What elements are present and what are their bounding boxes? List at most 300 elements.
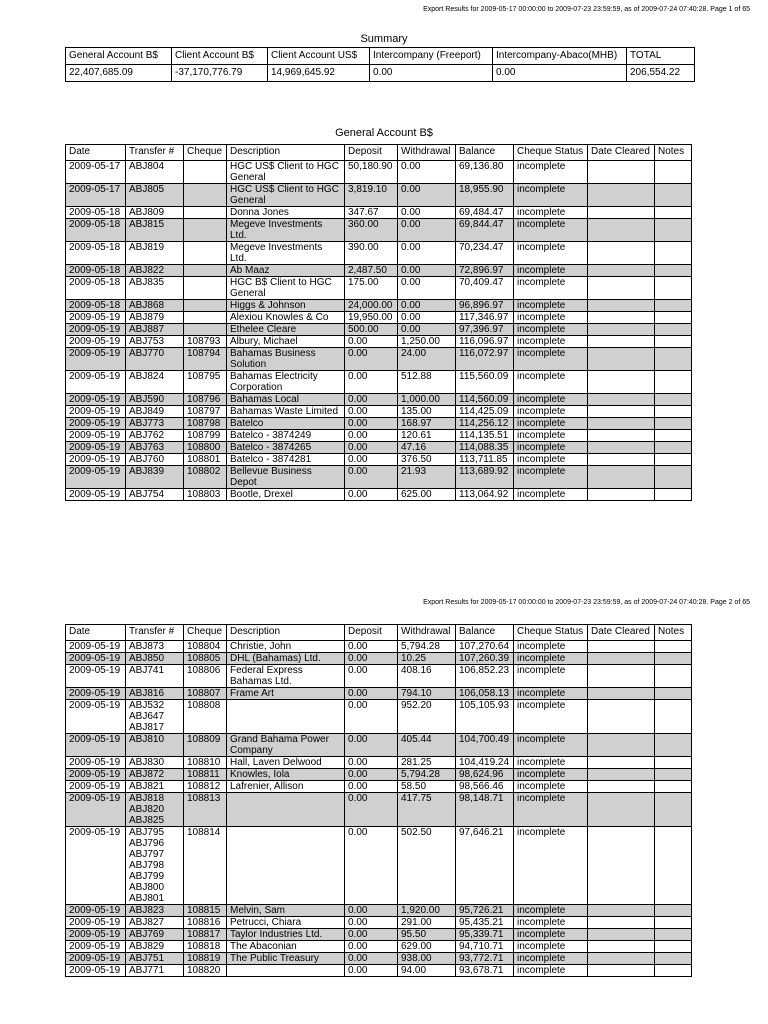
cell-date-cleared [588, 653, 655, 665]
cell-balance: 113,064.92 [456, 489, 514, 501]
cell-description: Bellevue Business Depot [227, 466, 345, 489]
cell-notes [655, 700, 692, 734]
cell-withdrawal: 47.16 [398, 442, 456, 454]
cell-date: 2009-05-19 [66, 953, 126, 965]
cell-transfer: ABJ835 [126, 277, 184, 300]
cell-transfer: ABJ819 [126, 242, 184, 265]
cell-date-cleared [588, 430, 655, 442]
cell-description: Batelco - 3874265 [227, 442, 345, 454]
cell-transfer: ABJ868 [126, 300, 184, 312]
cell-date: 2009-05-17 [66, 184, 126, 207]
cell-date: 2009-05-18 [66, 207, 126, 219]
cell-notes [655, 734, 692, 757]
summary-value-cell: -37,170,776.79 [172, 65, 268, 82]
col-header-description: Description [227, 145, 345, 161]
cell-cheque: 108820 [184, 965, 227, 977]
cell-transfer: ABJ850 [126, 653, 184, 665]
table-row [66, 793, 692, 827]
cell-withdrawal: 1,000.00 [398, 394, 456, 406]
cell-cheque-status: incomplete [514, 184, 588, 207]
col-header-cheque: Cheque [184, 625, 227, 641]
cell-date-cleared [588, 781, 655, 793]
cell-withdrawal: 281.25 [398, 757, 456, 769]
page-header: Export Results for 2009-05-17 00:00:00 to 2009-07-23 23:59:59, as of 2009-07-24 07:40:28. Page 1 of 65 [423, 6, 750, 13]
cell-cheque: 108816 [184, 917, 227, 929]
cell-deposit: 0.00 [345, 418, 398, 430]
cell-notes [655, 277, 692, 300]
cell-date: 2009-05-18 [66, 219, 126, 242]
cell-deposit: 0.00 [345, 700, 398, 734]
cell-transfer: ABJ805 [126, 184, 184, 207]
cell-transfer: ABJ769 [126, 929, 184, 941]
cell-cheque-status: incomplete [514, 324, 588, 336]
cell-transfer: ABJ822 [126, 265, 184, 277]
cell-notes [655, 207, 692, 219]
cell-cheque: 108804 [184, 641, 227, 653]
cell-date-cleared [588, 184, 655, 207]
cell-cheque-status: incomplete [514, 207, 588, 219]
cell-cheque-status: incomplete [514, 242, 588, 265]
cell-date-cleared [588, 300, 655, 312]
summary-header-cell: Intercompany-Abaco(MHB) [493, 48, 627, 65]
cell-transfer: ABJ795 ABJ796 ABJ797 ABJ798 ABJ799 ABJ800 ABJ801 [126, 827, 184, 905]
cell-cheque [184, 300, 227, 312]
cell-date-cleared [588, 242, 655, 265]
cell-deposit: 390.00 [345, 242, 398, 265]
cell-notes [655, 454, 692, 466]
cell-description: HGC US$ Client to HGC General [227, 161, 345, 184]
cell-transfer: ABJ762 [126, 430, 184, 442]
cell-cheque-status: incomplete [514, 905, 588, 917]
cell-description: Hall, Laven Delwood [227, 757, 345, 769]
cell-description: HGC B$ Client to HGC General [227, 277, 345, 300]
cell-deposit: 0.00 [345, 371, 398, 394]
col-header-description: Description [227, 625, 345, 641]
cell-deposit: 0.00 [345, 793, 398, 827]
cell-description: Batelco - 3874281 [227, 454, 345, 466]
cell-description: Donna Jones [227, 207, 345, 219]
cell-withdrawal: 10.25 [398, 653, 456, 665]
cell-cheque-status: incomplete [514, 466, 588, 489]
cell-date: 2009-05-18 [66, 300, 126, 312]
cell-notes [655, 371, 692, 394]
cell-withdrawal: 502.50 [398, 827, 456, 905]
cell-transfer: ABJ590 [126, 394, 184, 406]
cell-notes [655, 219, 692, 242]
summary-value-cell: 0.00 [493, 65, 627, 82]
cell-notes [655, 641, 692, 653]
cell-notes [655, 418, 692, 430]
cell-date: 2009-05-19 [66, 641, 126, 653]
cell-deposit: 500.00 [345, 324, 398, 336]
cell-deposit: 0.00 [345, 688, 398, 700]
table-row [66, 688, 692, 700]
cell-notes [655, 757, 692, 769]
table-row [66, 653, 692, 665]
cell-notes [655, 688, 692, 700]
cell-date: 2009-05-18 [66, 265, 126, 277]
cell-transfer: ABJ804 [126, 161, 184, 184]
cell-balance: 69,844.47 [456, 219, 514, 242]
cell-balance: 97,396.97 [456, 324, 514, 336]
cell-transfer: ABJ821 [126, 781, 184, 793]
cell-deposit: 0.00 [345, 769, 398, 781]
cell-withdrawal: 0.00 [398, 300, 456, 312]
cell-description: Bahamas Electricity Corporation [227, 371, 345, 394]
cell-date: 2009-05-19 [66, 454, 126, 466]
cell-description: Bahamas Waste Limited [227, 406, 345, 418]
cell-transfer: ABJ824 [126, 371, 184, 394]
cell-date-cleared [588, 929, 655, 941]
cell-deposit: 0.00 [345, 965, 398, 977]
cell-date: 2009-05-19 [66, 371, 126, 394]
cell-balance: 72,896.97 [456, 265, 514, 277]
cell-deposit: 24,000.00 [345, 300, 398, 312]
cell-transfer: ABJ751 [126, 953, 184, 965]
cell-description: Bahamas Business Solution [227, 348, 345, 371]
cell-transfer: ABJ887 [126, 324, 184, 336]
cell-transfer: ABJ773 [126, 418, 184, 430]
summary-header-cell: Intercompany (Freeport) [370, 48, 493, 65]
cell-date: 2009-05-19 [66, 406, 126, 418]
cell-cheque-status: incomplete [514, 265, 588, 277]
cell-deposit: 0.00 [345, 929, 398, 941]
cell-cheque [184, 265, 227, 277]
cell-deposit: 0.00 [345, 917, 398, 929]
cell-deposit: 0.00 [345, 348, 398, 371]
cell-date: 2009-05-19 [66, 466, 126, 489]
col-header-transfer: Transfer # [126, 625, 184, 641]
cell-withdrawal: 0.00 [398, 184, 456, 207]
cell-date-cleared [588, 757, 655, 769]
col-header-withdrawal: Withdrawal [398, 625, 456, 641]
table-row [66, 312, 692, 324]
col-header-date-cleared: Date Cleared [588, 625, 655, 641]
cell-date: 2009-05-19 [66, 394, 126, 406]
cell-notes [655, 300, 692, 312]
cell-balance: 114,560.09 [456, 394, 514, 406]
cell-withdrawal: 952.20 [398, 700, 456, 734]
cell-withdrawal: 629.00 [398, 941, 456, 953]
cell-transfer: ABJ823 [126, 905, 184, 917]
cell-withdrawal: 0.00 [398, 242, 456, 265]
cell-notes [655, 827, 692, 905]
table-row [66, 454, 692, 466]
cell-notes [655, 336, 692, 348]
cell-description: Megeve Investments Ltd. [227, 242, 345, 265]
cell-balance: 97,646.21 [456, 827, 514, 905]
table-row [66, 827, 692, 905]
cell-date-cleared [588, 312, 655, 324]
cell-balance: 69,136.80 [456, 161, 514, 184]
cell-date: 2009-05-19 [66, 653, 126, 665]
table-row [66, 324, 692, 336]
cell-date-cleared [588, 905, 655, 917]
table-row [66, 394, 692, 406]
cell-transfer: ABJ770 [126, 348, 184, 371]
cell-deposit: 0.00 [345, 905, 398, 917]
cell-date: 2009-05-19 [66, 905, 126, 917]
cell-date-cleared [588, 394, 655, 406]
cell-date: 2009-05-19 [66, 917, 126, 929]
cell-notes [655, 406, 692, 418]
cell-cheque-status: incomplete [514, 793, 588, 827]
cell-withdrawal: 135.00 [398, 406, 456, 418]
cell-cheque: 108797 [184, 406, 227, 418]
cell-transfer: ABJ771 [126, 965, 184, 977]
cell-withdrawal: 0.00 [398, 265, 456, 277]
cell-cheque-status: incomplete [514, 929, 588, 941]
cell-cheque: 108794 [184, 348, 227, 371]
cell-balance: 113,689.92 [456, 466, 514, 489]
cell-description [227, 827, 345, 905]
cell-notes [655, 394, 692, 406]
cell-withdrawal: 0.00 [398, 277, 456, 300]
cell-balance: 94,710.71 [456, 941, 514, 953]
cell-cheque: 108808 [184, 700, 227, 734]
cell-balance: 93,772.71 [456, 953, 514, 965]
cell-withdrawal: 0.00 [398, 219, 456, 242]
cell-notes [655, 489, 692, 501]
col-header-cheque-status: Cheque Status [514, 625, 588, 641]
cell-date-cleared [588, 161, 655, 184]
cell-cheque: 108796 [184, 394, 227, 406]
summary-value-cell: 206,554.22 [627, 65, 695, 82]
table-row [66, 219, 692, 242]
summary-value-cell: 14,969,645.92 [268, 65, 370, 82]
cell-deposit: 0.00 [345, 941, 398, 953]
cell-notes [655, 324, 692, 336]
cell-cheque-status: incomplete [514, 769, 588, 781]
cell-description: Batelco [227, 418, 345, 430]
cell-date-cleared [588, 219, 655, 242]
summary-table [65, 47, 695, 82]
table-row [66, 641, 692, 653]
cell-cheque [184, 324, 227, 336]
table-row [66, 418, 692, 430]
cell-description: Lafrenier, Allison [227, 781, 345, 793]
cell-withdrawal: 58.50 [398, 781, 456, 793]
cell-transfer: ABJ816 [126, 688, 184, 700]
cell-date: 2009-05-17 [66, 161, 126, 184]
cell-date: 2009-05-19 [66, 430, 126, 442]
table-row [66, 941, 692, 953]
cell-withdrawal: 417.75 [398, 793, 456, 827]
cell-notes [655, 793, 692, 827]
cell-cheque [184, 312, 227, 324]
cell-transfer: ABJ532 ABJ647 ABJ817 [126, 700, 184, 734]
cell-description: Knowles, Iola [227, 769, 345, 781]
cell-cheque-status: incomplete [514, 312, 588, 324]
cell-cheque: 108807 [184, 688, 227, 700]
cell-date: 2009-05-19 [66, 793, 126, 827]
cell-withdrawal: 94.00 [398, 965, 456, 977]
cell-balance: 114,088.35 [456, 442, 514, 454]
cell-balance: 70,409.47 [456, 277, 514, 300]
col-header-date: Date [66, 145, 126, 161]
cell-date-cleared [588, 466, 655, 489]
cell-date: 2009-05-19 [66, 781, 126, 793]
cell-description [227, 965, 345, 977]
cell-date: 2009-05-18 [66, 277, 126, 300]
general-account-title: General Account B$ [335, 127, 433, 139]
cell-withdrawal: 405.44 [398, 734, 456, 757]
cell-withdrawal: 1,250.00 [398, 336, 456, 348]
general-account-table-page1 [65, 144, 692, 501]
cell-transfer: ABJ872 [126, 769, 184, 781]
cell-date-cleared [588, 406, 655, 418]
cell-date-cleared [588, 700, 655, 734]
cell-cheque-status: incomplete [514, 442, 588, 454]
table-row [66, 277, 692, 300]
cell-withdrawal: 0.00 [398, 207, 456, 219]
cell-withdrawal: 168.97 [398, 418, 456, 430]
cell-withdrawal: 794.10 [398, 688, 456, 700]
summary-values-row [66, 65, 695, 82]
cell-cheque: 108806 [184, 665, 227, 688]
cell-notes [655, 312, 692, 324]
cell-cheque: 108815 [184, 905, 227, 917]
cell-deposit: 0.00 [345, 454, 398, 466]
cell-notes [655, 965, 692, 977]
cell-transfer: ABJ830 [126, 757, 184, 769]
cell-withdrawal: 408.16 [398, 665, 456, 688]
cell-deposit: 347.67 [345, 207, 398, 219]
table-row [66, 300, 692, 312]
cell-description: Albury, Michael [227, 336, 345, 348]
cell-notes [655, 665, 692, 688]
cell-withdrawal: 1,920.00 [398, 905, 456, 917]
cell-description: Melvin, Sam [227, 905, 345, 917]
cell-cheque: 108819 [184, 953, 227, 965]
cell-date: 2009-05-19 [66, 827, 126, 905]
cell-balance: 113,711.85 [456, 454, 514, 466]
cell-description: Petrucci, Chiara [227, 917, 345, 929]
table-row [66, 430, 692, 442]
cell-cheque [184, 219, 227, 242]
cell-transfer: ABJ809 [126, 207, 184, 219]
cell-deposit: 0.00 [345, 641, 398, 653]
cell-cheque-status: incomplete [514, 300, 588, 312]
cell-description [227, 700, 345, 734]
col-header-cheque: Cheque [184, 145, 227, 161]
cell-description: Federal Express Bahamas Ltd. [227, 665, 345, 688]
cell-transfer: ABJ754 [126, 489, 184, 501]
cell-balance: 96,896.97 [456, 300, 514, 312]
cell-cheque: 108793 [184, 336, 227, 348]
table-row [66, 466, 692, 489]
cell-transfer: ABJ879 [126, 312, 184, 324]
cell-transfer: ABJ818 ABJ820 ABJ825 [126, 793, 184, 827]
col-header-date-cleared: Date Cleared [588, 145, 655, 161]
cell-cheque: 108805 [184, 653, 227, 665]
cell-transfer: ABJ815 [126, 219, 184, 242]
cell-balance: 116,072.97 [456, 348, 514, 371]
cell-balance: 114,135.51 [456, 430, 514, 442]
cell-date: 2009-05-19 [66, 312, 126, 324]
cell-cheque [184, 184, 227, 207]
cell-deposit: 0.00 [345, 442, 398, 454]
cell-cheque-status: incomplete [514, 430, 588, 442]
cell-date-cleared [588, 371, 655, 394]
cell-date-cleared [588, 769, 655, 781]
cell-balance: 95,339.71 [456, 929, 514, 941]
cell-deposit: 0.00 [345, 430, 398, 442]
cell-deposit: 0.00 [345, 653, 398, 665]
cell-notes [655, 905, 692, 917]
cell-date-cleared [588, 489, 655, 501]
table-row [66, 348, 692, 371]
cell-balance: 104,419.24 [456, 757, 514, 769]
cell-date-cleared [588, 207, 655, 219]
col-header-notes: Notes [655, 625, 692, 641]
cell-balance: 107,260.39 [456, 653, 514, 665]
cell-notes [655, 653, 692, 665]
cell-notes [655, 161, 692, 184]
cell-cheque: 108795 [184, 371, 227, 394]
cell-cheque: 108812 [184, 781, 227, 793]
cell-date-cleared [588, 827, 655, 905]
cell-date-cleared [588, 734, 655, 757]
cell-date: 2009-05-19 [66, 418, 126, 430]
cell-cheque-status: incomplete [514, 161, 588, 184]
table-row [66, 917, 692, 929]
cell-cheque-status: incomplete [514, 653, 588, 665]
summary-header-cell: General Account B$ [66, 48, 172, 65]
cell-description: Ab Maaz [227, 265, 345, 277]
cell-cheque: 108800 [184, 442, 227, 454]
cell-withdrawal: 376.50 [398, 454, 456, 466]
col-header-date: Date [66, 625, 126, 641]
cell-date: 2009-05-19 [66, 442, 126, 454]
cell-cheque-status: incomplete [514, 336, 588, 348]
cell-date: 2009-05-19 [66, 336, 126, 348]
cell-cheque-status: incomplete [514, 418, 588, 430]
cell-cheque: 108818 [184, 941, 227, 953]
cell-notes [655, 466, 692, 489]
table-row [66, 905, 692, 917]
cell-withdrawal: 0.00 [398, 161, 456, 184]
cell-withdrawal: 95.50 [398, 929, 456, 941]
cell-withdrawal: 291.00 [398, 917, 456, 929]
table-row [66, 406, 692, 418]
summary-value-cell: 0.00 [370, 65, 493, 82]
col-header-deposit: Deposit [345, 625, 398, 641]
cell-notes [655, 917, 692, 929]
cell-cheque-status: incomplete [514, 371, 588, 394]
summary-header-cell: Client Account US$ [268, 48, 370, 65]
cell-withdrawal: 5,794.28 [398, 641, 456, 653]
cell-description: Frame Art [227, 688, 345, 700]
cell-cheque-status: incomplete [514, 734, 588, 757]
cell-balance: 98,566.46 [456, 781, 514, 793]
cell-cheque-status: incomplete [514, 700, 588, 734]
summary-header-row [66, 48, 695, 65]
table-row [66, 929, 692, 941]
cell-cheque-status: incomplete [514, 917, 588, 929]
cell-description: Alexiou Knowles & Co [227, 312, 345, 324]
summary-header-cell: Client Account B$ [172, 48, 268, 65]
cell-deposit: 0.00 [345, 953, 398, 965]
col-header-notes: Notes [655, 145, 692, 161]
cell-balance: 18,955.90 [456, 184, 514, 207]
cell-balance: 117,346.97 [456, 312, 514, 324]
cell-date: 2009-05-19 [66, 769, 126, 781]
cell-deposit: 0.00 [345, 466, 398, 489]
cell-date-cleared [588, 265, 655, 277]
cell-withdrawal: 938.00 [398, 953, 456, 965]
cell-cheque: 108810 [184, 757, 227, 769]
